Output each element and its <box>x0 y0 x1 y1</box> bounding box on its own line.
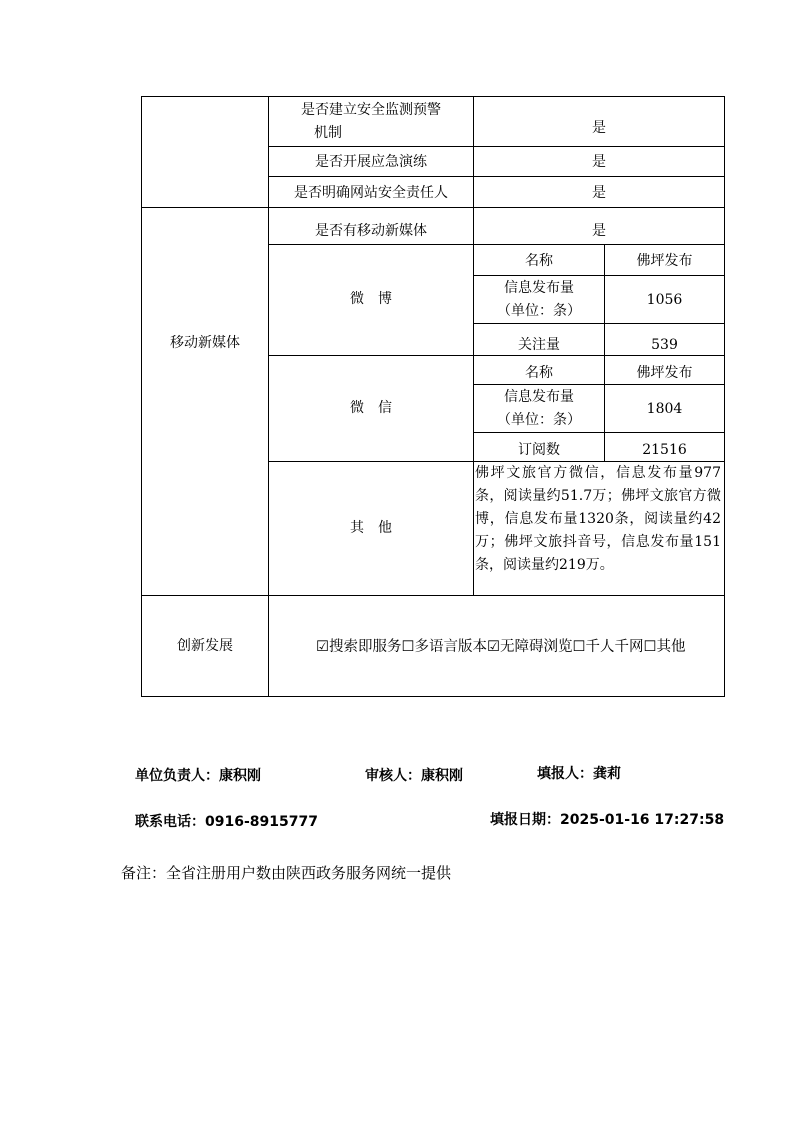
weibo-followers-label: 关注量 <box>518 337 560 353</box>
reviewer: 审核人：康积刚 <box>365 768 463 784</box>
has-mobile-media-label: 是否有移动新媒体 <box>315 223 427 239</box>
weibo-posts-unit: （单位：条） <box>497 303 581 319</box>
wechat-posts-value: 1804 <box>646 401 683 417</box>
wechat-label: 微 信 <box>350 400 392 416</box>
table-cell <box>141 96 269 208</box>
filler: 填报人：龚莉 <box>537 766 621 782</box>
other-media-description: 佛坪文旅官方微信，信息发布量977条，阅读量约51.7万；佛坪文旅官方微博，信息发布量1320条，阅读量约42万；佛坪文旅抖音号，信息发布量151条，阅读量约219万。 <box>475 465 721 573</box>
security-monitoring-label: 是否建立安全监测预警 <box>301 102 441 118</box>
weibo-posts-label: 信息发布量 <box>504 280 574 296</box>
wechat-name-label: 名称 <box>525 365 553 381</box>
wechat-subscribers-value: 21516 <box>642 442 687 458</box>
security-owner-label: 是否明确网站安全责任人 <box>294 185 448 201</box>
wechat-posts-unit: （单位：条） <box>497 412 581 428</box>
fill-date: 填报日期：2025-01-16 17:27:58 <box>490 812 725 828</box>
weibo-name-value: 佛坪发布 <box>636 253 693 269</box>
weibo-posts-value: 1056 <box>646 292 683 308</box>
weibo-name-label: 名称 <box>525 253 553 269</box>
remark: 备注：全省注册用户数由陕西政务服务网统一提供 <box>121 864 452 882</box>
has-mobile-media-value: 是 <box>592 223 606 239</box>
innovation-label: 创新发展 <box>177 638 233 654</box>
weibo-label: 微 博 <box>350 291 392 307</box>
wechat-name-value: 佛坪发布 <box>636 365 693 381</box>
wechat-posts-label: 信息发布量 <box>504 389 574 405</box>
contact-phone: 联系电话：0916-8915777 <box>135 814 318 830</box>
emergency-drill-label: 是否开展应急演练 <box>315 154 427 170</box>
emergency-drill-value: 是 <box>592 154 606 170</box>
security-monitoring-label-line2: 机制 <box>314 125 342 141</box>
innovation-options: ☑搜索即服务☐多语言版本☑无障碍浏览☐千人千网☐其他 <box>316 639 686 655</box>
other-media-label: 其 他 <box>350 520 392 536</box>
weibo-followers-value: 539 <box>651 337 678 353</box>
wechat-subscribers-label: 订阅数 <box>518 442 560 458</box>
security-monitoring-value: 是 <box>592 120 606 136</box>
mobile-media-section-label: 移动新媒体 <box>170 335 240 351</box>
unit-head: 单位负责人：康积刚 <box>135 768 261 784</box>
table-cell <box>141 207 269 596</box>
security-owner-value: 是 <box>592 185 606 201</box>
